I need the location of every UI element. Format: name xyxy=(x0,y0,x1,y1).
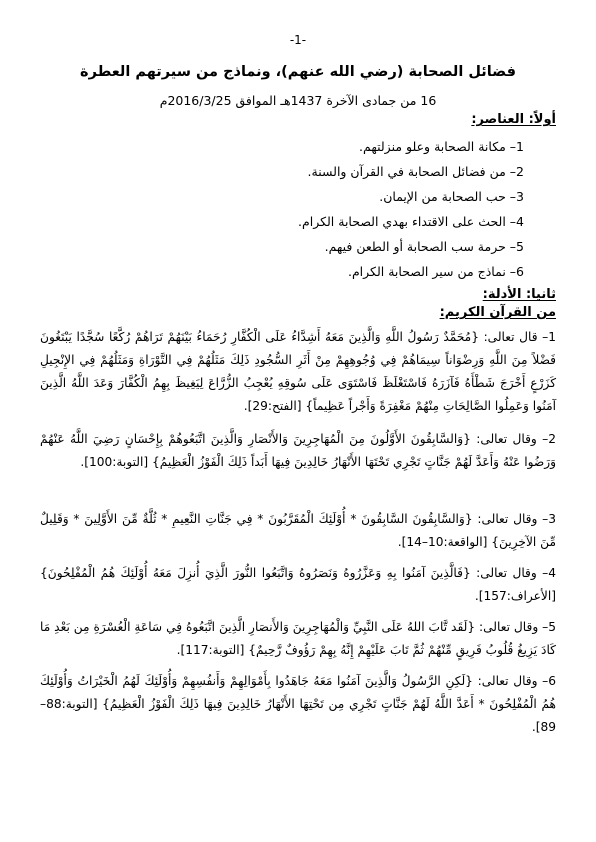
element-item: 3– حب الصحابة من الإيمان. xyxy=(379,189,524,204)
element-item: 1– مكانة الصحابة وعلو منزلتهم. xyxy=(359,139,524,154)
document-date: 16 من جمادى الآخرة 1437هـ الموافق 2016/3/25م xyxy=(159,93,437,108)
evidence-paragraph: 1– قال تعالى: {مُحَمَّدٌ رَسُولُ اللَّهِ وَالَّذِينَ مَعَهُ أَشِدَّاءُ عَلَى الْكُفَّارِ رُحَمَاءُ بَيْنَهُمْ تَرَاهُمْ رُكَّعًا سُجَّدًا يَبْتَغُونَ فَضْلاً مِنَ اللَّهِ وَرِضْوَاناً سِيمَاهُمْ فِي وُجُوهِهِمْ مِنْ أَثَرِ السُّجُودِ ذَلِكَ مَثَلُهُمْ فِي التَّوْرَاةِ وَمَثَلُهُمْ فِي الإِنْجِيلِ كَزَرْعٍ أَخْرَجَ شَطْأَهُ فَآزَرَهُ فَاسْتَغْلَظَ فَاسْتَوَى عَلَى سُوقِهِ يُعْجِبُ الزُّرَّاعَ لِيَغِيظَ بِهِمُ الْكُفَّارَ وَعَدَ اللَّهُ الَّذِينَ آمَنُوا وَعَمِلُوا الصَّالِحَاتِ مِنْهُمْ مَغْفِرَةً وَأَجْراً عَظِيماً} [الفتح:29]. xyxy=(40,330,556,413)
element-item: 2– من فضائل الصحابة في القرآن والسنة. xyxy=(307,164,524,179)
element-item: 6– نماذج من سير الصحابة الكرام. xyxy=(347,264,524,279)
evidence-heading: ثانيا: الأدلة: xyxy=(482,287,556,302)
evidence-paragraph: 6– وقال تعالى: {لَكِنِ الرَّسُولُ وَالَّذِينَ آمَنُوا مَعَهُ جَاهَدُوا بِأَمْوَالِهِمْ وَأَنفُسِهِمْ وَأُوْلَئِكَ لَهُمُ الْخَيْرَاتُ وَأُوْلَئِكَ هُمُ الْمُفْلِحُونَ * أَعَدَّ اللَّهُ لَهُمْ جَنَّاتٍ تَجْرِي مِن تَحْتِهَا الأَنْهَارُ خَالِدِينَ فِيهَا ذَلِكَ الْفَوْزُ الْعَظِيمُ} [التوبة:88–89]. xyxy=(40,674,556,734)
document-title: فضائل الصحابة (رضي الله عنهم)، ونماذج من سيرتهم العطرة xyxy=(80,64,516,80)
element-item: 5– حرمة سب الصحابة أو الطعن فيهم. xyxy=(324,239,524,254)
element-item: 4– الحث على الاقتداء بهدي الصحابة الكرام. xyxy=(298,214,524,229)
evidence-paragraph: 5– وقال تعالى: {لَقَد تَّابَ اللهُ عَلَى النَّبِيِّ وَالْمُهَاجِرِينَ وَالأَنصَارِ الَّذِينَ اتَّبَعُوهُ فِي سَاعَةِ الْعُسْرَةِ مِن بَعْدِ مَا كَادَ يَزِيغُ قُلُوبُ فَرِيقٍ مِّنْهُمْ ثُمَّ تَابَ عَلَيْهِمْ إِنَّهُ بِهِمْ رَؤُوفٌ رَّحِيمٌ} [التوبة:117]. xyxy=(40,620,556,657)
elements-heading: أولاً: العناصر: xyxy=(471,112,556,127)
evidence-paragraph: 2– وقال تعالى: {وَالسَّابِقُونَ الأَوَّلُونَ مِنَ الْمُهَاجِرِينَ وَالأَنْصَارِ وَالَّذِينَ اتَّبَعُوهُمْ بِإِحْسَانٍ رَضِيَ اللَّهُ عَنْهُمْ وَرَضُوا عَنْهُ وَأَعَدَّ لَهُمْ جَنَّاتٍ تَجْرِي تَحْتَهَا الأَنْهَارُ خَالِدِينَ فِيهَا أَبَداً ذَلِكَ الْفَوْزُ الْعَظِيمُ} [التوبة:100]. xyxy=(40,432,556,469)
quran-subheading: من القرآن الكريم: xyxy=(439,305,556,320)
evidence-paragraph: 4– وقال تعالى: {فَالَّذِينَ آمَنُوا بِهِ وَعَزَّرُوهُ وَنَصَرُوهُ وَاتَّبَعُوا النُّورَ الَّذِيَ أُنزِلَ مَعَهُ أُوْلَئِكَ هُمُ الْمُفْلِحُونَ} [الأعراف:157]. xyxy=(40,566,556,603)
page-number: -1- xyxy=(289,33,307,47)
evidence-paragraph: 3– وقال تعالى: {وَالسَّابِقُونَ السَّابِقُونَ * أُوْلَئِكَ الْمُقَرَّبُونَ * فِي جَنَّاتِ النَّعِيمِ * ثُلَّةٌ مِّنَ الأَوَّلِينَ * وَقَلِيلٌ مِّنَ الآخِرِينَ} [الواقعة:10–14]. xyxy=(40,512,556,549)
